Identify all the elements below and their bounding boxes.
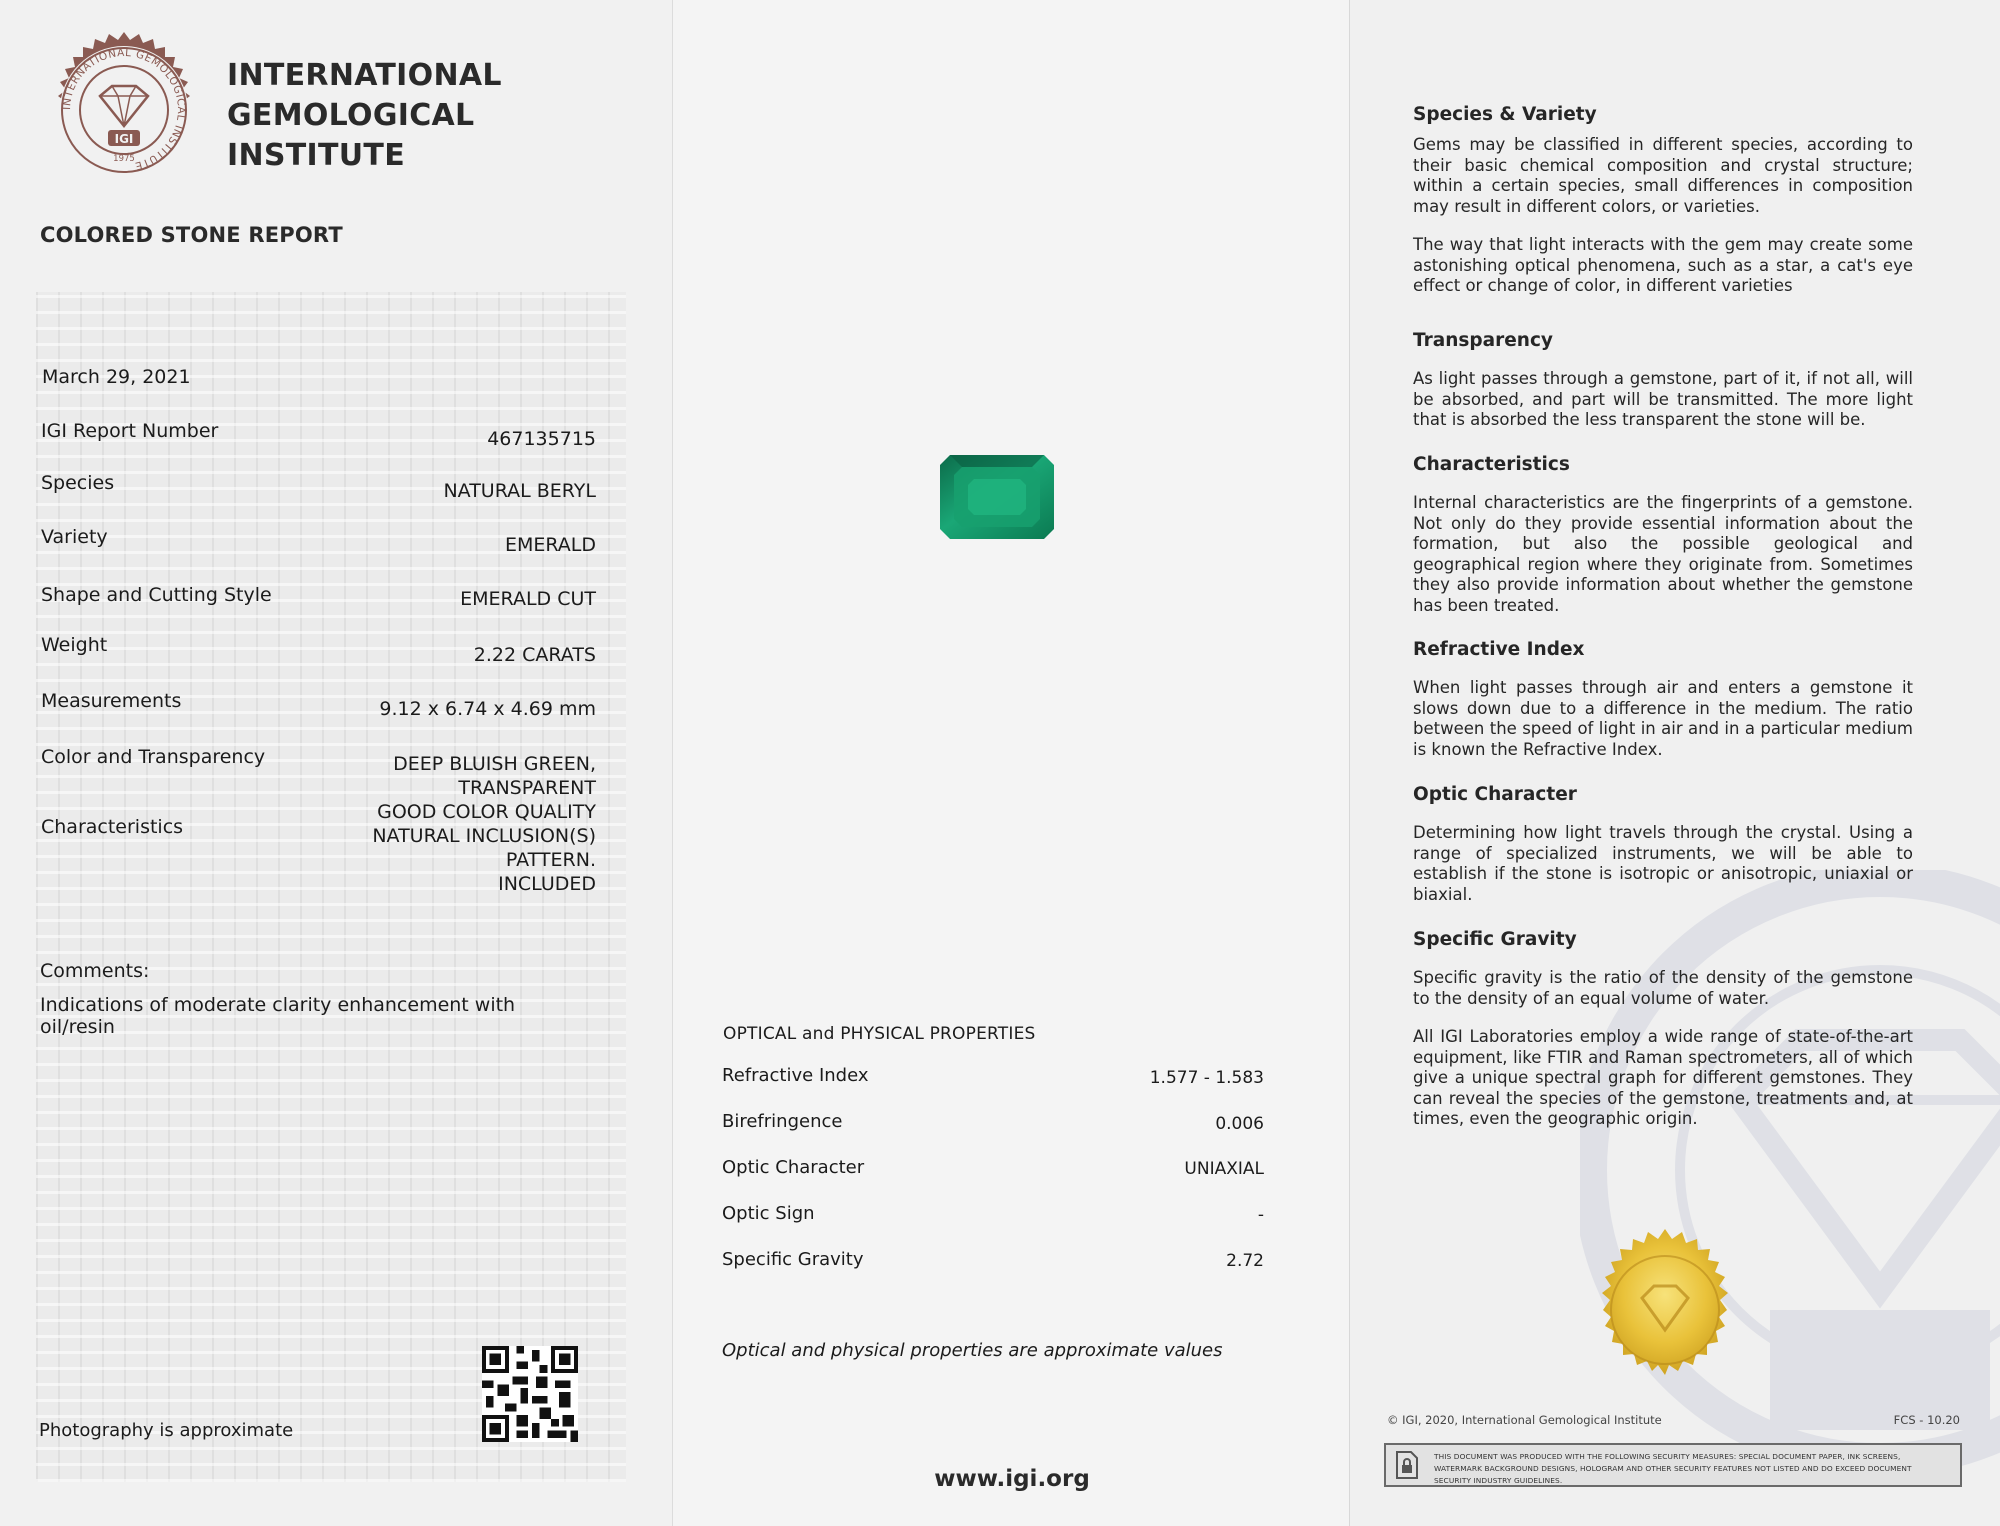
field-characteristics: Characteristics <box>41 816 184 838</box>
prop-row-specific-gravity: Specific Gravity 2.72 <box>722 1249 1264 1271</box>
info-section-transparency: Transparency As light passes through a gemstone, part of it, if not all, will be absorbed, and part will be transmitted. The more light that is absorbed the less transparent the stone will be. <box>1413 330 1913 429</box>
svg-text:INTERNATIONAL GEMOLOGICAL INST: INTERNATIONAL GEMOLOGICAL INSTITUTE <box>60 46 188 172</box>
info-section-specific-gravity: Specific Gravity Specific gravity is the ratio of the density of the gemstone to the density of an equal volume of water. All IGI Laboratories employ a wide range of state-of-the-art equipment, like FTIR and Raman spectrometers, all of which give a unique spectral graph for different gemstones. They can reveal the species of the gemstone, treatments and, at times, even the geographic origin. <box>1413 929 1913 1128</box>
info-right-panel <box>1350 0 2000 1526</box>
report-title: COLORED STONE REPORT <box>40 223 343 247</box>
organization-name: INTERNATIONAL GEMOLOGICAL INSTITUTE <box>227 58 502 173</box>
field-report-number: IGI Report Number 467135715 <box>41 420 596 450</box>
qr-code-icon[interactable] <box>482 1346 578 1442</box>
color-transparency-value: DEEP BLUISH GREEN, TRANSPARENT <box>393 753 596 799</box>
field-species: Species NATURAL BERYL <box>41 472 596 502</box>
report-left-panel <box>0 0 672 1526</box>
copyright-text: © IGI, 2020, International Gemological Institute <box>1387 1413 1662 1427</box>
info-section-refractive-index: Refractive Index When light passes through air and enters a gemstone it slows down due to a difference in the medium. The ratio between the speed of light in air and in a particular medium is known the Refractive Index. <box>1413 639 1913 759</box>
properties-middle-panel <box>672 0 1350 1526</box>
characteristics-value: GOOD COLOR QUALITY NATURAL INCLUSION(S) PATTERN. INCLUDED <box>372 801 596 895</box>
photography-note: Photography is approximate <box>39 1420 294 1441</box>
igi-seal-logo-icon <box>44 30 204 190</box>
prop-row-birefringence: Birefringence 0.006 <box>722 1111 1264 1134</box>
properties-note: Optical and physical properties are approximate values <box>722 1340 1223 1361</box>
svg-text:IGI: IGI <box>114 132 134 146</box>
report-date: March 29, 2021 <box>42 366 191 388</box>
prop-row-refractive-index: Refractive Index 1.577 - 1.583 <box>722 1065 1264 1088</box>
svg-text:1975: 1975 <box>113 154 135 164</box>
prop-row-optic-character: Optic Character UNIAXIAL <box>722 1157 1264 1179</box>
comments-text: Indications of moderate clarity enhancement with oil/resin <box>40 994 516 1038</box>
field-weight: Weight 2.22 CARATS <box>41 634 596 666</box>
security-notice-text: THIS DOCUMENT WAS PRODUCED WITH THE FOLLOWING SECURITY MEASURES: SPECIAL DOCUMENT PAPER, INK SCREENS, WATERMARK BACKGROUND DESIGNS, HOLOGRAM AND OTHER SECURITY FEATURES NOT LISTED AND DO EXCEED DOCUMENT SECURITY INDUSTRY GUIDELINES. <box>1434 1452 1912 1485</box>
website-link[interactable]: www.igi.org <box>934 1466 1090 1492</box>
comments-title: Comments: <box>40 960 150 982</box>
security-notice <box>1384 1443 1962 1487</box>
field-shape-cutting-style: Shape and Cutting Style EMERALD CUT <box>41 584 596 610</box>
field-measurements: Measurements 9.12 x 6.74 x 4.69 mm <box>41 690 596 720</box>
prop-row-optic-sign: Optic Sign - <box>722 1203 1264 1225</box>
gold-hologram-seal-icon <box>1582 1218 1748 1384</box>
form-code: FCS - 10.20 <box>1893 1413 1960 1427</box>
document-lock-icon <box>1392 1450 1422 1480</box>
info-section-species-variety: Species & Variety Gems may be classified in different species, according to their basic chemical composition and crystal structure; within a certain species, small differences in composition may result in different colors, or varieties. The way that light interacts with the gem may create some astonishing optical phenomena, such as a star, a cat's eye effect or change of color, in different varieties <box>1413 104 1913 295</box>
properties-title: OPTICAL and PHYSICAL PROPERTIES <box>723 1024 1036 1044</box>
info-section-characteristics: Characteristics Internal characteristics are the fingerprints of a gemstone. Not only do they provide essential information about the formation, but also the possible geological and geographical region where they originate from. Sometimes they also provide information about whether the gemstone has been treated. <box>1413 454 1913 615</box>
emerald-stone-photo <box>940 455 1054 539</box>
field-variety: Variety EMERALD <box>41 526 596 556</box>
info-section-optic-character: Optic Character Determining how light travels through the crystal. Using a range of specialized instruments, we will be able to establish if the stone is isotropic or anisotropic, uniaxial or biaxial. <box>1413 784 1913 904</box>
field-color-transparency: Color and Transparency <box>41 746 266 768</box>
